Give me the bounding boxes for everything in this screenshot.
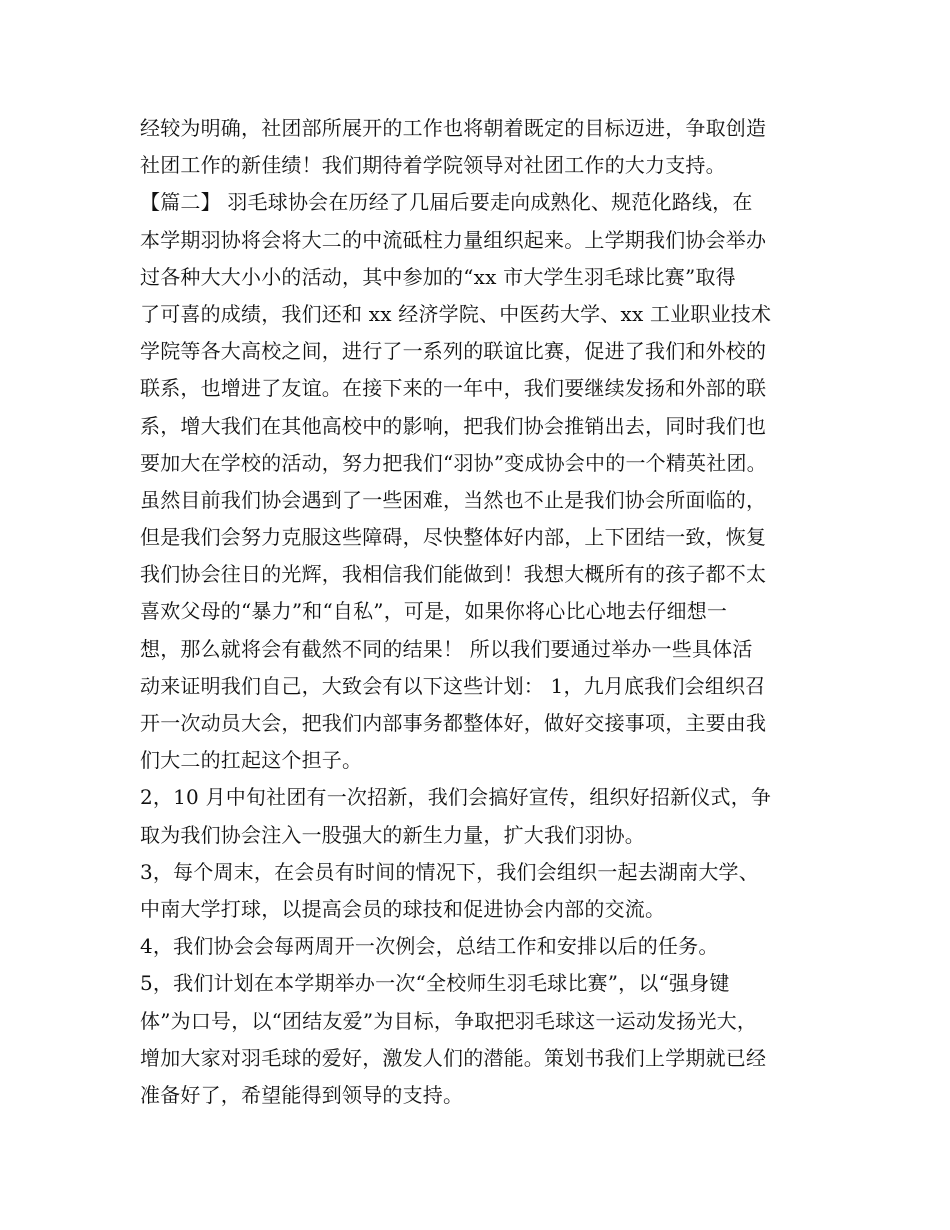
text-line: 本学期羽协将会将大二的中流砥柱力量组织起来。上学期我们协会举办 xyxy=(140,227,767,252)
text-line: 学院等各大高校之间，进行了一系列的联谊比赛，促进了我们和外校的 xyxy=(140,339,767,364)
text-line: 系，增大我们在其他高校中的影响，把我们协会推销出去，同时我们也 xyxy=(140,413,767,438)
text-line: 想，那么就将会有截然不同的结果！ 所以我们要通过举办一些具体活 xyxy=(140,636,753,661)
text-line: 3，每个周末，在会员有时间的情况下，我们会组织一起去湖南大学、 xyxy=(140,859,759,884)
text-line: 们大二的扛起这个担子。 xyxy=(140,748,363,773)
text-line: 增加大家对羽毛球的爱好，激发人们的潜能。策划书我们上学期就已经 xyxy=(140,1045,767,1070)
text-line: 过各种大大小小的活动，其中参加的“xx 市大学生羽毛球比赛”取得 xyxy=(140,264,736,289)
text-line: 中南大学打球，以提高会员的球技和促进协会内部的交流。 xyxy=(140,896,666,921)
document-body xyxy=(140,110,840,1114)
text-line: 社团工作的新佳绩！我们期待着学院领导对社团工作的大力支持。 xyxy=(140,153,726,178)
text-line: 喜欢父母的“暴力”和“自私”，可是，如果你将心比心地去仔细想一 xyxy=(140,599,728,624)
text-line: 要加大在学校的活动，努力把我们“羽协”变成协会中的一个精英社团。 xyxy=(140,450,767,475)
text-line: 取为我们协会注入一股强大的新生力量，扩大我们羽协。 xyxy=(140,822,645,847)
text-line: 准备好了，希望能得到领导的支持。 xyxy=(140,1082,464,1107)
text-line: 2，10 月中旬社团有一次招新，我们会搞好宣传，组织好招新仪式，争 xyxy=(140,785,772,810)
text-line: 【篇二】 羽毛球协会在历经了几届后要走向成熟化、规范化路线，在 xyxy=(140,190,753,215)
text-line: 了可喜的成绩，我们还和 xx 经济学院、中医药大学、xx 工业职业技术 xyxy=(140,301,772,326)
text-line: 我们协会往日的光辉，我相信我们能做到！我想大概所有的孩子都不太 xyxy=(140,562,767,587)
text-line: 开一次动员大会，把我们内部事务都整体好，做好交接事项，主要由我 xyxy=(140,711,767,735)
text-line: 经较为明确，社团部所展开的工作也将朝着既定的目标迈进，争取创造 xyxy=(140,116,767,140)
text-line: 但是我们会努力克服这些障碍，尽快整体好内部，上下团结一致，恢复 xyxy=(140,525,767,550)
text-line: 体”为口号，以“团结友爱”为目标，争取把羽毛球这一运动发扬光大， xyxy=(140,1008,758,1033)
text-line: 虽然目前我们协会遇到了一些困难，当然也不止是我们协会所面临的， xyxy=(140,487,767,512)
text-line: 5，我们计划在本学期举办一次“全校师生羽毛球比赛”，以“强身键 xyxy=(140,971,730,996)
text-line: 动来证明我们自己，大致会有以下这些计划： 1，九月底我们会组织召 xyxy=(140,673,766,698)
text-line: 联系，也增进了友谊。在接下来的一年中，我们要继续发扬和外部的联 xyxy=(140,376,767,401)
text-line: 4，我们协会会每两周开一次例会，总结工作和安排以后的任务。 xyxy=(140,934,719,959)
